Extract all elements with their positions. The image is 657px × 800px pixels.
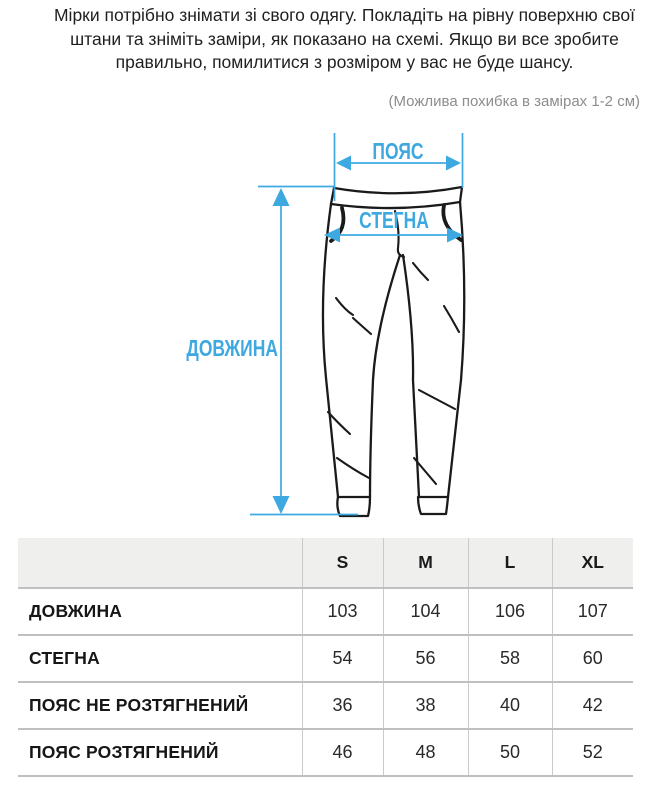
cell-waist-stretched-xl: 52 (552, 729, 633, 776)
row-label-length: ДОВЖИНА (18, 588, 302, 635)
waist-label: ПОЯС (372, 138, 424, 164)
cell-hips-s: 54 (302, 635, 383, 682)
cell-waist-stretched-s: 46 (302, 729, 383, 776)
table-row-hips (18, 635, 633, 682)
tolerance-note: (Можлива похибка в замірах 1-2 см) (388, 93, 640, 110)
hips-label: СТЕГНА (359, 207, 429, 233)
cell-hips-m: 56 (383, 635, 468, 682)
size-column-l: L (468, 538, 552, 588)
row-label-waist-stretched: ПОЯС РОЗТЯГНЕНИЙ (18, 729, 302, 776)
pants-drawing (323, 187, 464, 516)
length-label: ДОВЖИНА (186, 335, 278, 361)
cell-hips-l: 58 (468, 635, 552, 682)
size-column-xl: XL (552, 538, 633, 588)
intro-text: Мірки потрібно знімати зі свого одягу. Покладіть на рівну поверхню свої штани та зніміть заміри, як показано на схемі. Якщо ви все зробите правильно, помилитися з розміром у вас не буде шансу. (53, 5, 635, 72)
size-table-corner-cell (18, 538, 302, 588)
size-column-s: S (302, 538, 383, 588)
cell-waist-relaxed-l: 40 (468, 682, 552, 729)
cell-hips-xl: 60 (552, 635, 633, 682)
row-label-hips: СТЕГНА (18, 635, 302, 682)
cell-waist-relaxed-xl: 42 (552, 682, 633, 729)
row-label-waist-relaxed: ПОЯС НЕ РОЗТЯГНЕНИЙ (18, 682, 302, 729)
cell-length-s: 103 (302, 588, 383, 635)
table-row-waist-stretched (18, 729, 633, 776)
size-table-header-row (18, 538, 633, 588)
table-row-length (18, 588, 633, 635)
pants-measurement-diagram (0, 128, 657, 538)
cell-waist-relaxed-m: 38 (383, 682, 468, 729)
cell-waist-stretched-m: 48 (383, 729, 468, 776)
size-table (18, 538, 633, 777)
cell-length-l: 106 (468, 588, 552, 635)
size-column-m: M (383, 538, 468, 588)
table-row-waist-relaxed (18, 682, 633, 729)
cell-length-xl: 107 (552, 588, 633, 635)
cell-length-m: 104 (383, 588, 468, 635)
cell-waist-stretched-l: 50 (468, 729, 552, 776)
cell-waist-relaxed-s: 36 (302, 682, 383, 729)
